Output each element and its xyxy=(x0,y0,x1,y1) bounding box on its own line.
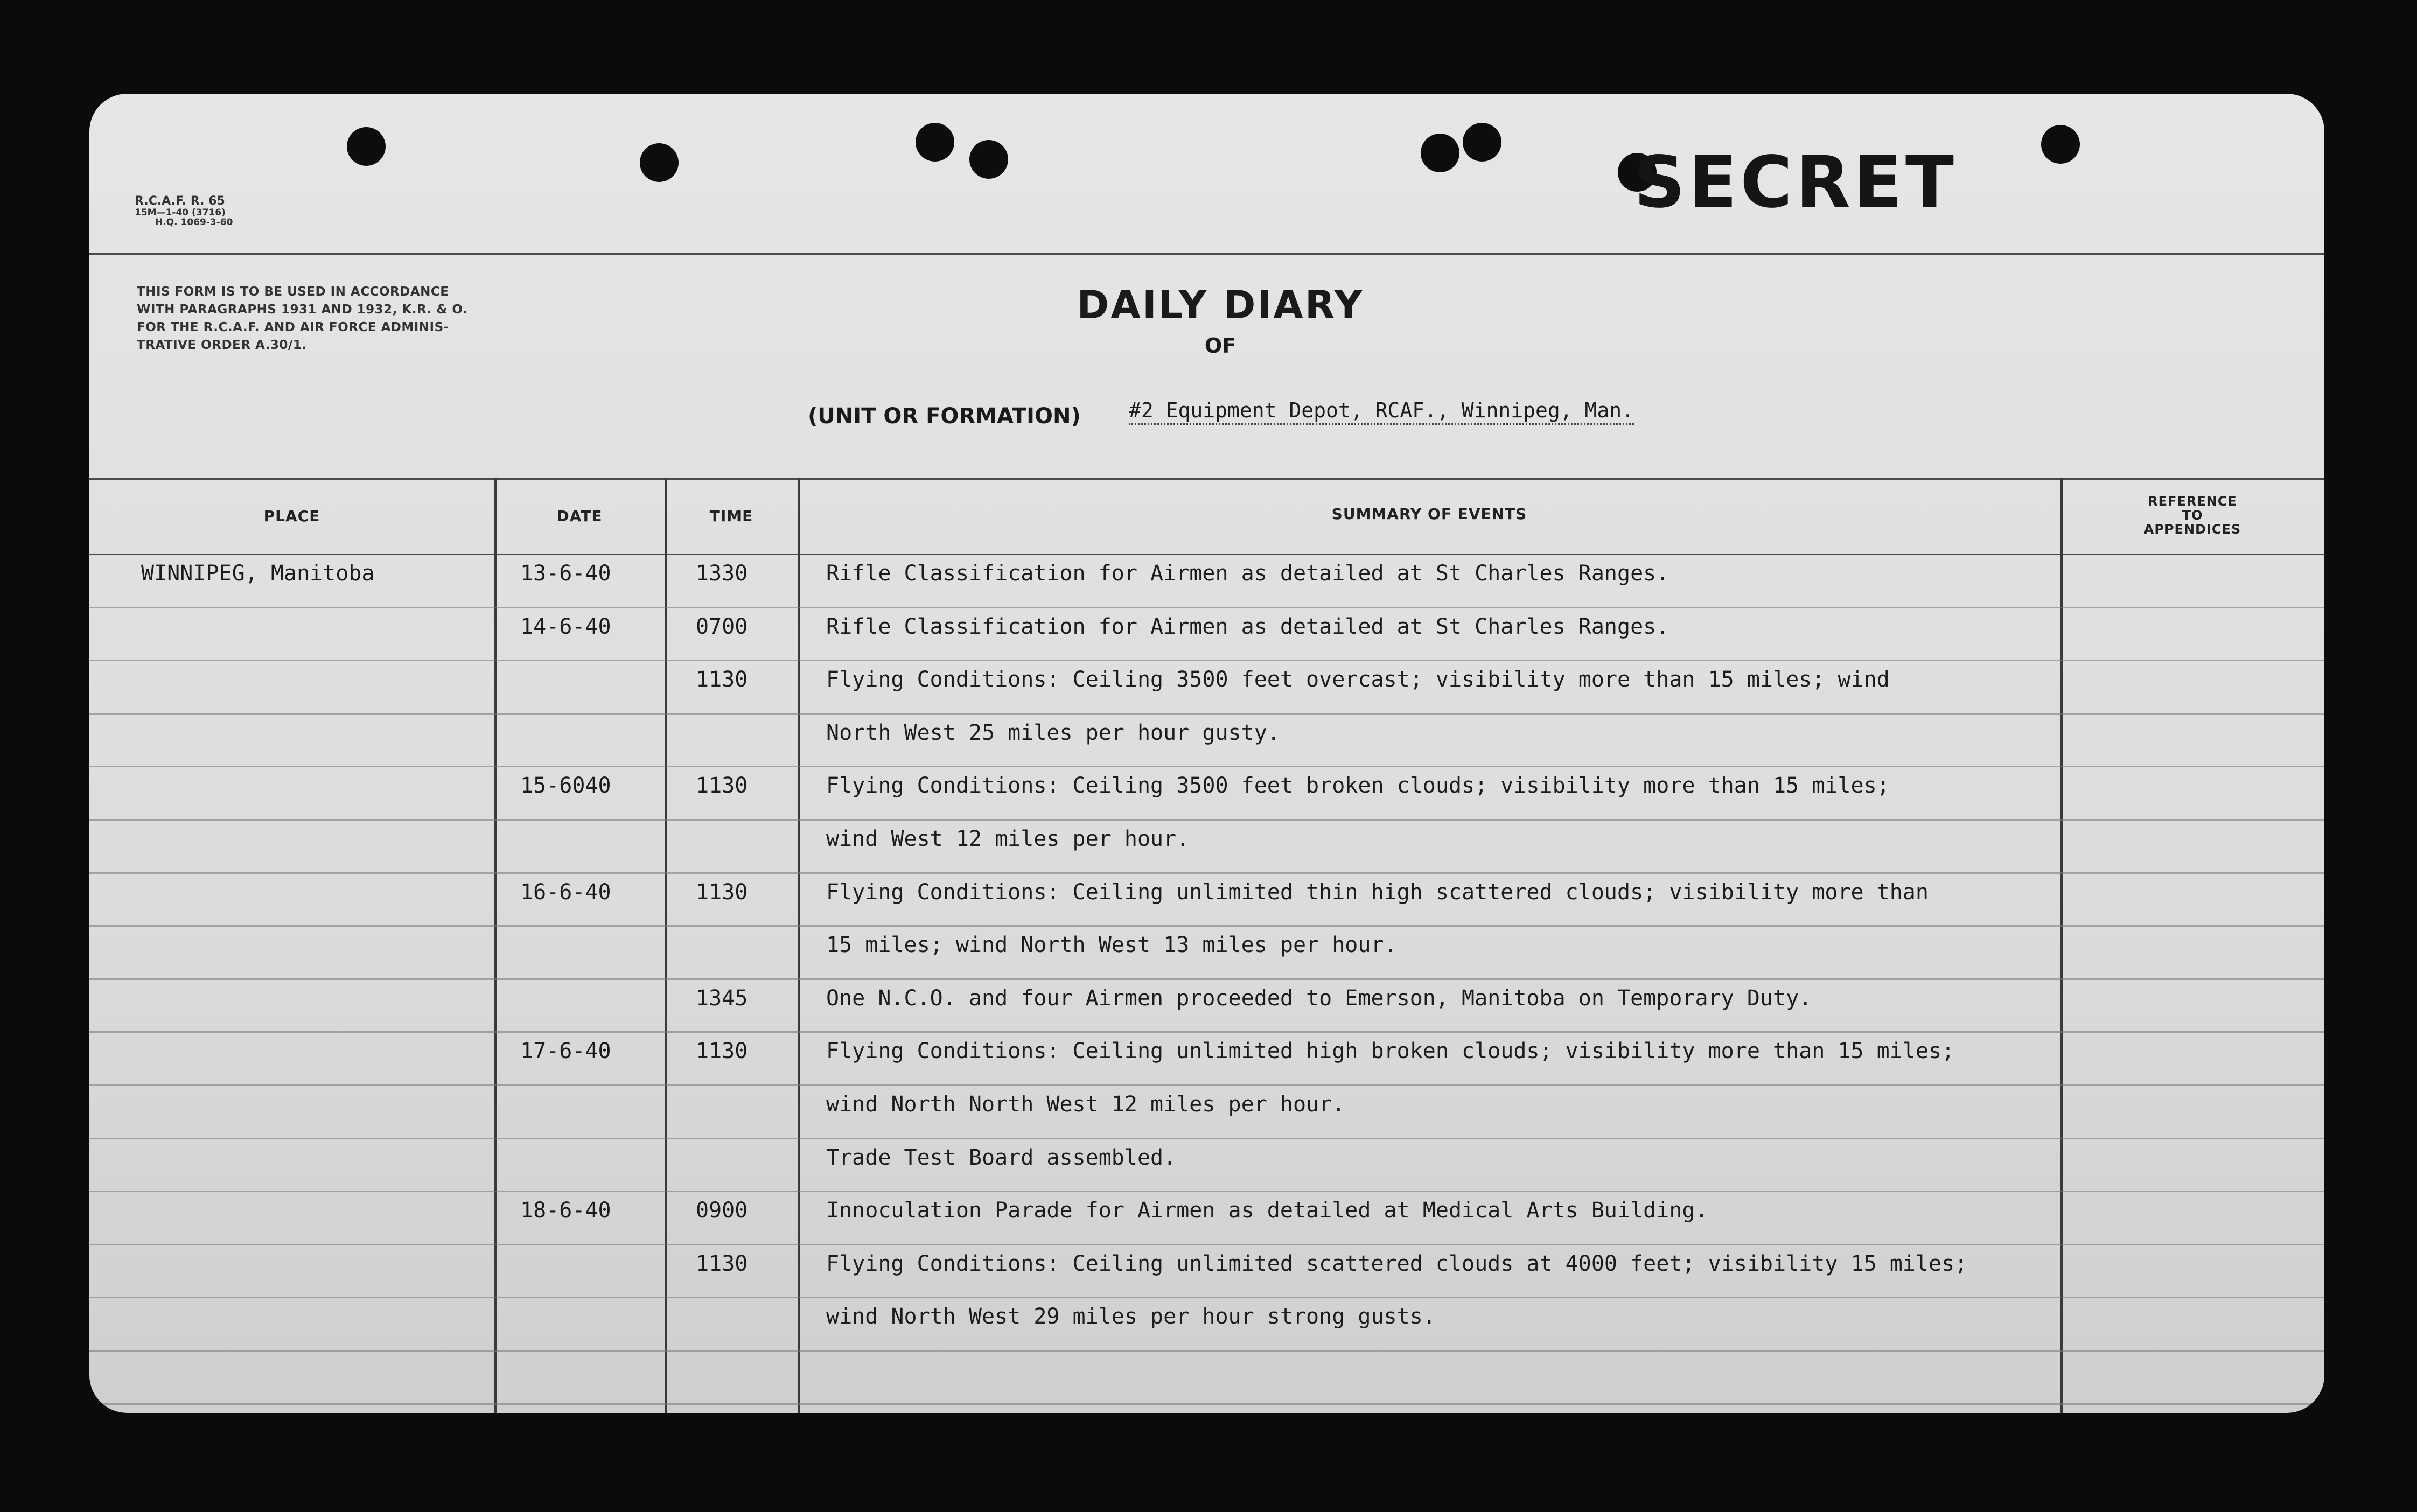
cell-time: 1130 xyxy=(696,773,748,798)
cell-summary: Trade Test Board assembled. xyxy=(826,1145,1177,1170)
column-divider xyxy=(665,478,667,1413)
punch-hole xyxy=(1463,123,1501,162)
column-header-reference xyxy=(2060,494,2324,536)
unit-value: #2 Equipment Depot, RCAF., Winnipeg, Man. xyxy=(1129,398,1634,425)
column-divider xyxy=(798,478,800,1413)
ruled-line xyxy=(89,713,2324,715)
cell-date: 17-6-40 xyxy=(520,1039,611,1063)
ruled-line xyxy=(89,607,2324,608)
cell-summary: Rifle Classification for Airmen as detailed at St Charles Ranges. xyxy=(826,561,1669,586)
instruction-line: THIS FORM IS TO BE USED IN ACCORDANCE xyxy=(137,285,449,299)
cell-summary: wind North North West 12 miles per hour. xyxy=(826,1092,1345,1117)
ruled-line xyxy=(89,1350,2324,1352)
cell-summary: wind West 12 miles per hour. xyxy=(826,827,1190,851)
reference-line: TO xyxy=(2182,508,2203,523)
cell-summary: Rifle Classification for Airmen as detailed at St Charles Ranges. xyxy=(826,614,1669,639)
cell-time: 1330 xyxy=(696,561,748,586)
punch-hole xyxy=(640,143,679,182)
secret-stamp: SECRET xyxy=(1634,141,1957,224)
cell-summary: North West 25 miles per hour gusty. xyxy=(826,720,1280,745)
cell-summary: Innoculation Parade for Airmen as detailed at Medical Arts Building. xyxy=(826,1198,1708,1223)
column-header-date: DATE xyxy=(556,507,603,525)
cell-summary: Flying Conditions: Ceiling unlimited scattered clouds at 4000 feet; visibility 15 miles; xyxy=(826,1251,1968,1276)
ruled-line xyxy=(89,925,2324,927)
cell-place: WINNIPEG, Manitoba xyxy=(141,561,375,586)
cell-time: 1345 xyxy=(696,986,748,1011)
cell-time: 1130 xyxy=(696,880,748,905)
cell-time: 0900 xyxy=(696,1198,748,1223)
cell-time: 1130 xyxy=(696,667,748,692)
punch-hole xyxy=(969,140,1008,179)
ruled-line xyxy=(89,660,2324,661)
ruled-line xyxy=(89,819,2324,821)
cell-date: 15-6040 xyxy=(520,773,611,798)
cell-date: 18-6-40 xyxy=(520,1198,611,1223)
instruction-line: WITH PARAGRAPHS 1931 AND 1932, K.R. & O. xyxy=(137,303,468,317)
cell-date: 14-6-40 xyxy=(520,614,611,639)
page-title: DAILY DIARY xyxy=(1077,282,1364,327)
ruled-line xyxy=(89,1403,2324,1405)
form-code-line: R.C.A.F. R. 65 xyxy=(135,194,225,208)
cell-summary: Flying Conditions: Ceiling unlimited high broken clouds; visibility more than 15 miles; xyxy=(826,1039,1955,1063)
cell-summary: wind North West 29 miles per hour strong gusts. xyxy=(826,1304,1436,1329)
ruled-line xyxy=(89,1191,2324,1192)
ruled-line xyxy=(89,766,2324,767)
cell-summary: 15 miles; wind North West 13 miles per hour. xyxy=(826,933,1397,957)
cell-summary: One N.C.O. and four Airmen proceeded to Emerson, Manitoba on Temporary Duty. xyxy=(826,986,1812,1011)
form-code-line: 15M—1-40 (3716) xyxy=(135,207,226,218)
form-code-line: H.Q. 1069-3-60 xyxy=(155,217,233,228)
column-header-place: PLACE xyxy=(263,507,320,525)
cell-time: 1130 xyxy=(696,1039,748,1063)
title-of: OF xyxy=(1204,334,1237,358)
ruled-line xyxy=(89,1031,2324,1033)
header-separator xyxy=(89,253,2324,255)
ruled-line xyxy=(89,1244,2324,1245)
cell-time: 1130 xyxy=(696,1251,748,1276)
cell-summary: Flying Conditions: Ceiling 3500 feet overcast; visibility more than 15 miles; wind xyxy=(826,667,1890,692)
cell-summary: Flying Conditions: Ceiling unlimited thin high scattered clouds; visibility more than xyxy=(826,880,1929,905)
reference-line: REFERENCE xyxy=(2148,494,2237,509)
form-code xyxy=(135,195,233,227)
column-header-summary: SUMMARY OF EVENTS xyxy=(1331,505,1527,523)
diary-card xyxy=(89,94,2324,1413)
ruled-line xyxy=(89,1138,2324,1139)
column-divider xyxy=(494,478,497,1413)
ruled-line xyxy=(89,1297,2324,1298)
cell-time: 0700 xyxy=(696,614,748,639)
cell-date: 16-6-40 xyxy=(520,880,611,905)
cell-date: 13-6-40 xyxy=(520,561,611,586)
reference-line: APPENDICES xyxy=(2143,522,2241,537)
ruled-line xyxy=(89,978,2324,980)
ruled-line xyxy=(89,872,2324,874)
unit-label: (UNIT OR FORMATION) xyxy=(808,404,1081,429)
punch-hole xyxy=(2041,125,2080,164)
column-header-time: TIME xyxy=(709,507,753,525)
form-instructions xyxy=(137,283,467,354)
punch-hole xyxy=(916,123,954,162)
instruction-line: TRATIVE ORDER A.30/1. xyxy=(137,338,307,352)
table-top-border xyxy=(89,478,2324,480)
instruction-line: FOR THE R.C.A.F. AND AIR FORCE ADMINIS- xyxy=(137,320,449,334)
punch-hole xyxy=(347,127,386,166)
cell-summary: Flying Conditions: Ceiling 3500 feet broken clouds; visibility more than 15 miles; xyxy=(826,773,1890,798)
column-divider xyxy=(2060,478,2063,1413)
ruled-line xyxy=(89,1084,2324,1086)
diary-table xyxy=(89,478,2324,1413)
table-header-bottom xyxy=(89,554,2324,555)
punch-hole xyxy=(1421,134,1459,172)
